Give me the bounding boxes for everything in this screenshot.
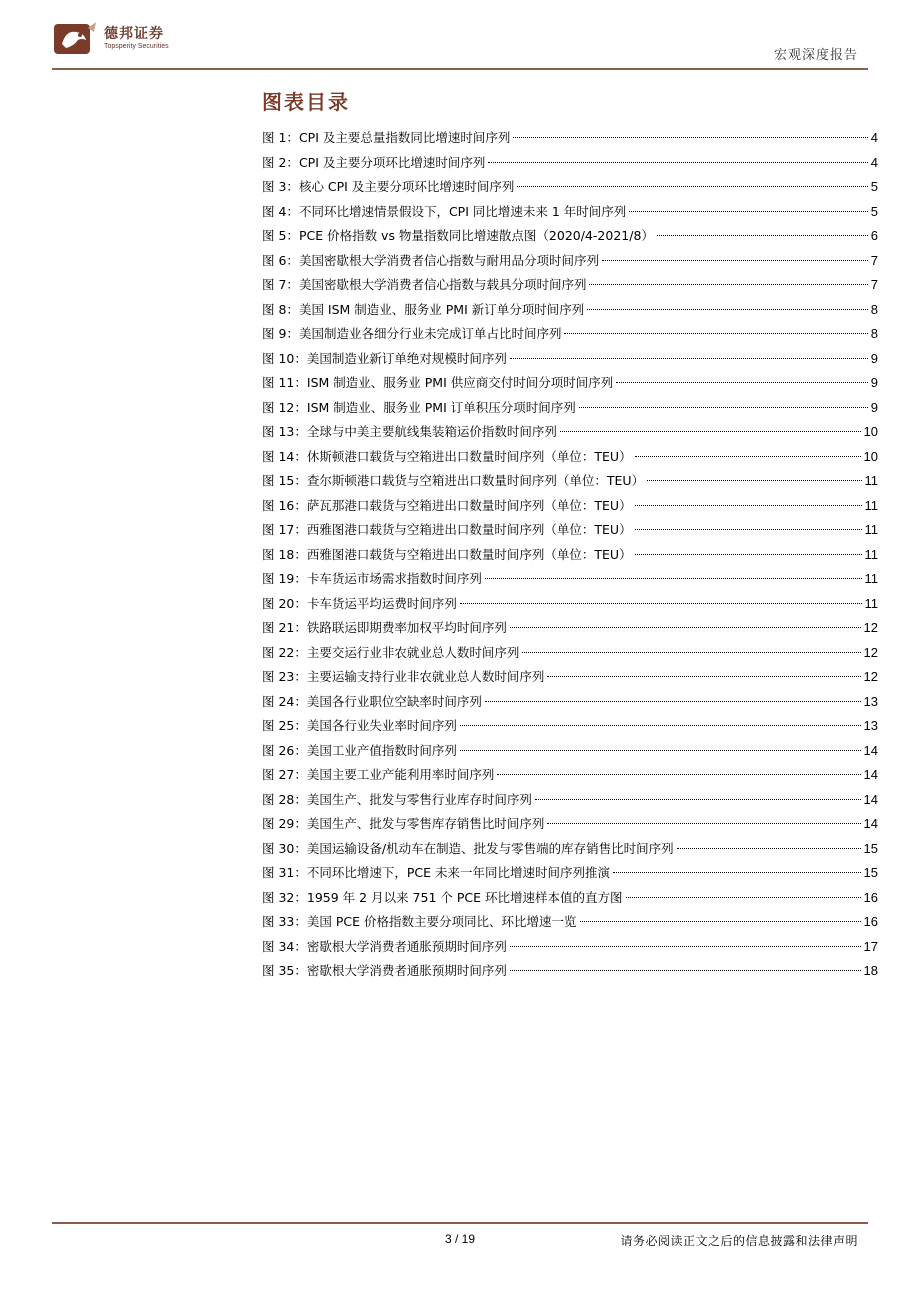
toc-leader-dots xyxy=(589,284,867,285)
toc-entry[interactable] xyxy=(262,543,878,568)
toc-entry[interactable] xyxy=(262,420,878,445)
toc-entry[interactable] xyxy=(262,347,878,372)
toc-entry-title: 全球与中美主要航线集装箱运价指数时间序列 xyxy=(306,424,557,439)
toc-entry-label: 图 26： xyxy=(262,742,307,758)
toc-entry-title: CPI 及主要总量指数同比增速时间序列 xyxy=(298,130,511,145)
toc-entry-page: 16 xyxy=(863,889,878,905)
toc-leader-dots xyxy=(629,211,868,212)
toc-leader-dots xyxy=(613,872,861,873)
toc-entry-label: 图 10： xyxy=(262,350,307,366)
toc-entry-title: 卡车货运平均运费时间序列 xyxy=(306,595,457,611)
toc-entry-label: 图 14： xyxy=(262,448,307,464)
toc-entry-page: 12 xyxy=(863,669,878,684)
company-logo xyxy=(52,18,169,58)
toc-entry-page: 13 xyxy=(863,718,878,733)
toc-entry-page: 5 xyxy=(870,203,878,219)
toc-entry[interactable] xyxy=(262,788,878,813)
toc-entry-page: 18 xyxy=(863,963,878,978)
page-number: 3 / 19 xyxy=(444,1232,476,1246)
toc-entry-label: 图 5： xyxy=(262,228,299,243)
toc-entry[interactable] xyxy=(262,273,878,298)
toc-leader-dots xyxy=(510,627,861,628)
toc-entry-page: 13 xyxy=(863,693,878,709)
toc-entry-title: 美国密歇根大学消费者信心指数与耐用品分项时间序列 xyxy=(298,252,599,268)
toc-entry-title: 美国工业产值指数时间序列 xyxy=(306,742,457,758)
toc-entry-title: 密歇根大学消费者通胀预期时间序列 xyxy=(306,938,507,954)
toc-entry-label: 图 8： xyxy=(262,301,299,317)
toc-entry-label: 图 30： xyxy=(262,840,307,856)
toc-entry-page: 4 xyxy=(870,130,878,145)
logo-mark-icon xyxy=(52,18,98,58)
toc-entry-label: 图 15： xyxy=(262,473,307,488)
toc-entry[interactable] xyxy=(262,445,878,470)
toc-entry-page: 14 xyxy=(863,742,878,758)
toc-entry[interactable] xyxy=(262,690,878,715)
toc-entry-page: 16 xyxy=(863,914,878,929)
toc-entry-label: 图 31： xyxy=(262,865,307,880)
logo-text xyxy=(104,26,169,51)
toc-entry-label: 图 24： xyxy=(262,693,307,709)
toc-entry-label: 图 22： xyxy=(262,644,307,660)
toc-leader-dots xyxy=(510,358,868,359)
toc-entry-title: ISM 制造业、服务业 PMI 订单积压分项时间序列 xyxy=(306,399,576,415)
toc-entry-page: 8 xyxy=(870,301,878,317)
toc-leader-dots xyxy=(522,652,860,653)
toc-entry-title: 密歇根大学消费者通胀预期时间序列 xyxy=(306,963,507,978)
toc-entry-title: 铁路联运即期费率加权平均时间序列 xyxy=(306,620,507,635)
toc-entry-page: 4 xyxy=(870,154,878,170)
toc-entry-label: 图 1： xyxy=(262,130,299,145)
toc-entry[interactable] xyxy=(262,322,878,347)
header-divider xyxy=(52,68,868,70)
toc-entry-title: 不同环比增速下，PCE 未来一年同比增速时间序列推演 xyxy=(306,865,611,880)
toc-entry-title: 西雅图港口载货与空箱进出口数量时间序列（单位：TEU） xyxy=(306,522,632,537)
toc-entry[interactable] xyxy=(262,298,878,323)
toc-leader-dots xyxy=(635,554,862,555)
toc-entry-title: 主要运输支持行业非农就业总人数时间序列 xyxy=(306,669,545,684)
toc-leader-dots xyxy=(460,603,862,604)
toc-entry-label: 图 23： xyxy=(262,669,307,684)
toc-entry-title: 1959 年 2 月以来 751 个 PCE 环比增速样本值的直方图 xyxy=(306,889,623,905)
toc-entry[interactable] xyxy=(262,567,878,592)
toc-entry-page: 11 xyxy=(864,522,878,537)
toc-leader-dots xyxy=(635,529,862,530)
toc-entry-page: 7 xyxy=(870,252,878,268)
report-type-label: 宏观深度报告 xyxy=(773,48,858,63)
toc-entry-page: 11 xyxy=(864,571,878,586)
toc-entry-page: 15 xyxy=(863,840,878,856)
toc-entry-label: 图 9： xyxy=(262,326,299,341)
toc-entry[interactable] xyxy=(262,371,878,396)
toc-entry-title: PCE 价格指数 vs 物量指数同比增速散点图（2020/4-2021/8） xyxy=(298,228,654,243)
toc-entry[interactable] xyxy=(262,518,878,543)
toc-entry-label: 图 16： xyxy=(262,497,307,513)
toc-leader-dots xyxy=(460,750,861,751)
toc-entry-title: 美国主要工业产能利用率时间序列 xyxy=(306,767,495,782)
toc-leader-dots xyxy=(497,774,860,775)
toc-entry[interactable] xyxy=(262,641,878,666)
toc-entry-label: 图 17： xyxy=(262,522,307,537)
toc-entry-page: 11 xyxy=(864,546,878,562)
toc-entry-page: 10 xyxy=(863,448,878,464)
toc-entry[interactable] xyxy=(262,224,878,249)
toc-entry-label: 图 32： xyxy=(262,889,307,905)
toc-entry[interactable] xyxy=(262,175,878,200)
toc-entry[interactable] xyxy=(262,861,878,886)
toc-entry[interactable] xyxy=(262,665,878,690)
toc-entry-label: 图 34： xyxy=(262,938,307,954)
toc-entry-label: 图 29： xyxy=(262,816,307,831)
toc-entry[interactable] xyxy=(262,837,878,862)
toc-leader-dots xyxy=(510,946,861,947)
toc-leader-dots xyxy=(564,333,867,334)
toc-entry-title: 美国生产、批发与零售库存销售比时间序列 xyxy=(306,816,545,831)
toc-entry-label: 图 4： xyxy=(262,203,299,219)
toc-leader-dots xyxy=(547,676,860,677)
toc-entry[interactable] xyxy=(262,910,878,935)
toc-entry-label: 图 19： xyxy=(262,571,307,586)
toc-leader-dots xyxy=(626,897,861,898)
toc-entry-title: 不同环比增速情景假设下，CPI 同比增速未来 1 年时间序列 xyxy=(298,203,627,219)
toc-entry-title: 萨瓦那港口载货与空箱进出口数量时间序列（单位：TEU） xyxy=(306,497,632,513)
toc-entry[interactable] xyxy=(262,739,878,764)
toc-entry-page: 14 xyxy=(863,816,878,831)
toc-entry-label: 图 12： xyxy=(262,399,307,415)
toc-entry-page: 17 xyxy=(863,938,878,954)
toc-entry-title: 美国各行业失业率时间序列 xyxy=(306,718,457,733)
toc-leader-dots xyxy=(657,235,868,236)
toc-entry-label: 图 11： xyxy=(262,375,307,390)
toc-entry-title: 美国 ISM 制造业、服务业 PMI 新订单分项时间序列 xyxy=(298,301,585,317)
toc-entry-page: 9 xyxy=(870,350,878,366)
logo-cn-name: 德邦证券 xyxy=(104,25,164,42)
toc-entry[interactable] xyxy=(262,469,878,494)
toc-entry-title: 美国各行业职位空缺率时间序列 xyxy=(306,693,482,709)
toc-entry-title: 美国生产、批发与零售行业库存时间序列 xyxy=(306,791,532,807)
toc-entry-label: 图 27： xyxy=(262,767,307,782)
toc-leader-dots xyxy=(535,799,861,800)
toc-leader-dots xyxy=(485,701,861,702)
toc-entry-page: 5 xyxy=(870,179,878,194)
toc-leader-dots xyxy=(579,407,868,408)
toc-leader-dots xyxy=(485,578,862,579)
toc-entry[interactable] xyxy=(262,714,878,739)
toc-leader-dots xyxy=(635,456,861,457)
toc-entry[interactable] xyxy=(262,616,878,641)
toc-entry-page: 7 xyxy=(870,277,878,292)
toc-entry-title: ISM 制造业、服务业 PMI 供应商交付时间分项时间序列 xyxy=(306,375,614,390)
toc-entry[interactable] xyxy=(262,763,878,788)
toc-leader-dots xyxy=(510,970,861,971)
toc-entry-label: 图 3： xyxy=(262,179,299,194)
legal-disclaimer: 请务必阅读正文之后的信息披露和法律声明 xyxy=(620,1234,858,1248)
toc-entry-page: 10 xyxy=(863,424,878,439)
toc-entry-label: 图 28： xyxy=(262,791,307,807)
toc-entry-label: 图 21： xyxy=(262,620,307,635)
toc-leader-dots xyxy=(547,823,860,824)
toc-entry-label: 图 7： xyxy=(262,277,299,292)
toc-entry-page: 14 xyxy=(863,767,878,782)
toc-leader-dots xyxy=(517,186,867,187)
toc-leader-dots xyxy=(513,137,867,138)
toc-entry-page: 11 xyxy=(864,595,878,611)
toc-entry-page: 11 xyxy=(864,473,878,488)
toc-entry-page: 12 xyxy=(863,620,878,635)
toc-leader-dots xyxy=(677,848,861,849)
toc-entry-title: 主要交运行业非农就业总人数时间序列 xyxy=(306,644,520,660)
toc-entry[interactable] xyxy=(262,886,878,911)
toc-leader-dots xyxy=(560,431,861,432)
page-header xyxy=(0,0,920,75)
figure-toc-list xyxy=(262,126,878,984)
toc-entry-title: 美国制造业各细分行业未完成订单占比时间序列 xyxy=(298,326,562,341)
toc-entry-label: 图 20： xyxy=(262,595,307,611)
toc-entry-title: 查尔斯顿港口载货与空箱进出口数量时间序列（单位：TEU） xyxy=(306,473,645,488)
toc-entry-title: 核心 CPI 及主要分项环比增速时间序列 xyxy=(298,179,515,194)
toc-entry-page: 9 xyxy=(870,375,878,390)
toc-leader-dots xyxy=(602,260,868,261)
toc-leader-dots xyxy=(460,725,861,726)
logo-en-name: Topsperity Securities xyxy=(104,42,169,50)
toc-entry-label: 图 2： xyxy=(262,154,299,170)
toc-leader-dots xyxy=(580,921,861,922)
toc-entry[interactable] xyxy=(262,396,878,421)
toc-entry-label: 图 33： xyxy=(262,914,307,929)
toc-entry-page: 12 xyxy=(863,644,878,660)
toc-entry[interactable] xyxy=(262,151,878,176)
toc-entry[interactable] xyxy=(262,249,878,274)
toc-entry[interactable] xyxy=(262,935,878,960)
toc-leader-dots xyxy=(616,382,868,383)
toc-leader-dots xyxy=(635,505,862,506)
toc-entry-page: 11 xyxy=(864,497,878,513)
toc-title: 图表目录 xyxy=(262,90,350,114)
toc-entry-page: 8 xyxy=(870,326,878,341)
toc-leader-dots xyxy=(488,162,867,163)
toc-entry-title: 休斯顿港口载货与空箱进出口数量时间序列（单位：TEU） xyxy=(306,448,632,464)
toc-entry-page: 6 xyxy=(870,228,878,243)
toc-entry[interactable] xyxy=(262,812,878,837)
toc-entry-title: 西雅图港口载货与空箱进出口数量时间序列（单位：TEU） xyxy=(306,546,632,562)
toc-entry-page: 14 xyxy=(863,791,878,807)
toc-entry-label: 图 13： xyxy=(262,424,307,439)
footer-divider xyxy=(52,1222,868,1224)
toc-leader-dots xyxy=(587,309,868,310)
toc-entry-label: 图 25： xyxy=(262,718,307,733)
toc-leader-dots xyxy=(647,480,861,481)
toc-entry-label: 图 35： xyxy=(262,963,307,978)
toc-entry-title: 美国 PCE 价格指数主要分项同比、环比增速一览 xyxy=(306,914,577,929)
toc-entry-page: 15 xyxy=(863,865,878,880)
toc-entry-label: 图 6： xyxy=(262,252,299,268)
toc-entry[interactable] xyxy=(262,126,878,151)
toc-entry-title: 美国密歇根大学消费者信心指数与载具分项时间序列 xyxy=(298,277,587,292)
toc-entry-title: CPI 及主要分项环比增速时间序列 xyxy=(298,154,486,170)
toc-entry-title: 卡车货运市场需求指数时间序列 xyxy=(306,571,482,586)
toc-entry-title: 美国运输设备/机动车在制造、批发与零售端的库存销售比时间序列 xyxy=(306,840,674,856)
toc-entry-title: 美国制造业新订单绝对规模时间序列 xyxy=(306,350,507,366)
toc-entry[interactable] xyxy=(262,494,878,519)
toc-entry[interactable] xyxy=(262,959,878,984)
toc-entry[interactable] xyxy=(262,200,878,225)
toc-entry-label: 图 18： xyxy=(262,546,307,562)
toc-entry-page: 9 xyxy=(870,399,878,415)
toc-entry[interactable] xyxy=(262,592,878,617)
